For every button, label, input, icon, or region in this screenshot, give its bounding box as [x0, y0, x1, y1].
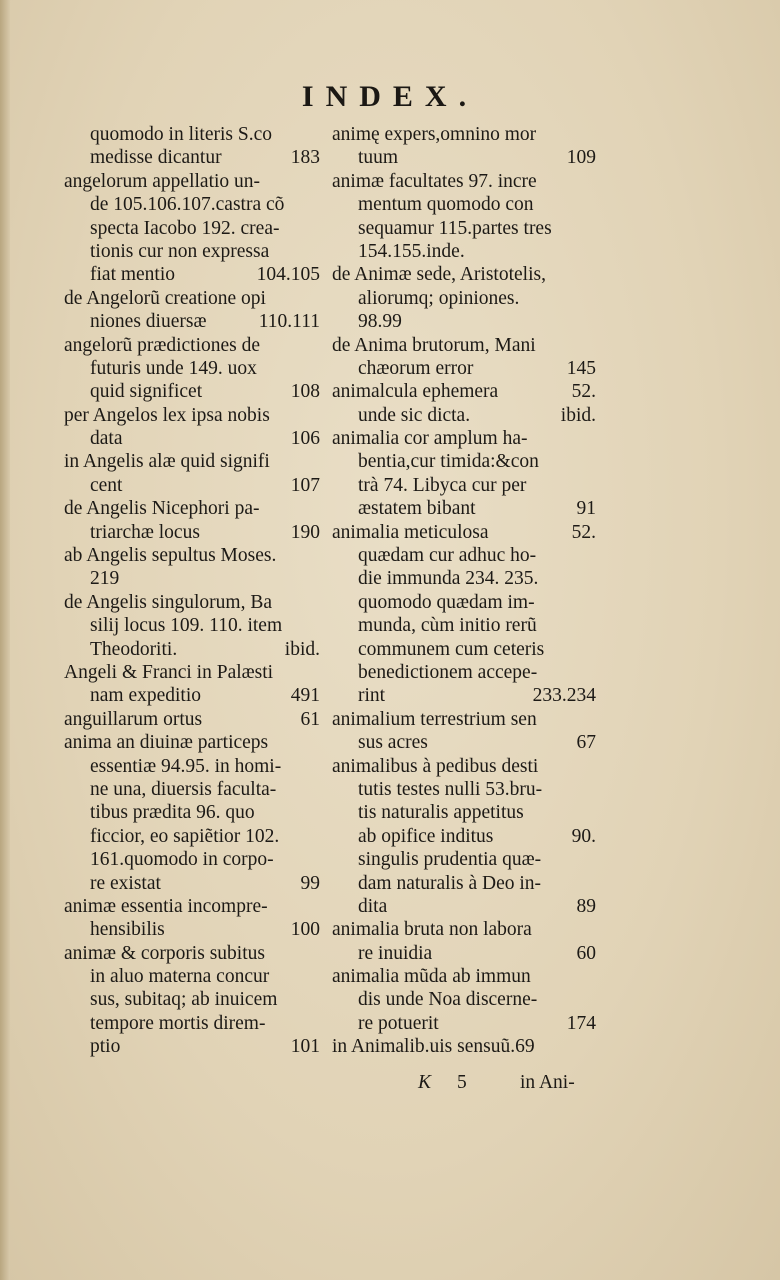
index-line [64, 801, 320, 824]
index-entry-text: sus acres [358, 732, 428, 754]
index-page-ref: 67 [576, 732, 596, 754]
index-entry-text: cent [90, 474, 123, 496]
index-entry-text: animalcula ephemera [332, 381, 499, 403]
index-entry-text: data [90, 428, 123, 450]
index-entry-text: de 105.106.107.castra cõ [90, 194, 285, 216]
index-entry-text: re potuerit [358, 1012, 439, 1034]
index-entry-text: silij locus 109. 110. item [90, 615, 283, 637]
index-line [64, 567, 320, 590]
index-entry-text: essentiæ 94.95. in homi- [90, 755, 282, 777]
index-page-ref: 101 [290, 1036, 320, 1058]
index-entry-text: tibus prædita 96. quo [90, 802, 255, 824]
index-entry-text: anguillarum ortus [64, 708, 203, 730]
index-entry-text: animalibus à pedibus desti [332, 755, 539, 777]
index-line [332, 497, 596, 520]
index-page-ref: 100 [290, 919, 320, 941]
index-entry-text: dam naturalis à Deo in- [358, 872, 542, 894]
index-page-ref: 190 [290, 521, 320, 543]
index-entry-text: re inuidia [358, 942, 433, 964]
index-entry-text: re existat [90, 872, 161, 894]
index-page-ref: 491 [290, 685, 320, 707]
index-line [332, 357, 596, 380]
index-line [332, 708, 596, 731]
index-line [332, 614, 596, 637]
index-entry-text: triarchæ locus [90, 521, 200, 543]
index-page-ref: 89 [576, 895, 596, 917]
index-entry-text: animalia bruta non labora [332, 919, 532, 941]
index-line [64, 684, 320, 707]
index-line [64, 895, 320, 918]
index-line [64, 263, 320, 286]
index-line [332, 217, 596, 240]
index-page-ref: 91 [576, 498, 596, 520]
index-entry-text: medisse dicantur [90, 147, 222, 169]
index-entry-text: nam expeditio [90, 685, 202, 707]
index-entry-text: quomodo in literis S.co [90, 124, 272, 145]
index-entry-text: niones diuersæ [90, 311, 207, 333]
index-entry-text: sequamur 115.partes tres [358, 217, 552, 239]
index-line [64, 146, 320, 169]
index-line [332, 427, 596, 450]
index-line [332, 872, 596, 895]
index-entry-text: quid significet [90, 381, 203, 403]
index-entry-text: benedictionem accepe- [358, 661, 538, 683]
index-entry-text: singulis prudentia quæ- [358, 849, 542, 871]
index-entry-text: aliorumq; opiniones. [358, 287, 520, 309]
index-page-ref: ibid. [284, 638, 320, 660]
index-line [64, 731, 320, 754]
index-entry-text: 161.quomodo in corpo- [90, 849, 274, 871]
index-entry-text: de Angelis singulorum, Ba [64, 591, 272, 613]
index-page-ref: 99 [300, 872, 320, 894]
index-line [64, 708, 320, 731]
index-page-ref: 61 [300, 708, 320, 730]
index-page-ref: 183 [290, 147, 320, 169]
signature-number: 5 [457, 1072, 467, 1093]
index-entry-text: chæorum error [358, 357, 474, 379]
index-entry-text: in Angelis alæ quid signifi [64, 451, 270, 473]
index-line [332, 825, 596, 848]
index-entry-text: mentum quomodo con [358, 194, 534, 216]
index-line [64, 521, 320, 544]
index-line [332, 801, 596, 824]
index-page-ref: 145 [566, 357, 596, 379]
index-line [332, 310, 596, 333]
index-entry-text: specta Iacobo 192. crea- [90, 217, 280, 239]
index-line [64, 170, 320, 193]
index-line [332, 895, 596, 918]
index-entry-text: bentia,cur timida:&con [358, 451, 539, 473]
index-entry-text: 98.99 [358, 311, 402, 333]
page-title: INDEX. [301, 80, 479, 113]
index-entry-text: de Anima brutorum, Mani [332, 334, 536, 356]
index-line [64, 942, 320, 965]
index-page-ref: 52. [571, 381, 596, 403]
index-line [64, 450, 320, 473]
index-line [64, 193, 320, 216]
index-entry-text: tempore mortis direm- [90, 1012, 266, 1034]
index-entry-text: communem cum ceteris [358, 638, 545, 660]
index-line [64, 240, 320, 263]
index-entry-text: futuris unde 149. uox [90, 357, 257, 379]
index-entry-text: tuum [358, 147, 399, 169]
index-line [332, 146, 596, 169]
signature-mark: K [418, 1072, 432, 1093]
index-page-ref: 109 [566, 147, 596, 169]
index-line [332, 591, 596, 614]
index-line [64, 497, 320, 520]
index-line [64, 755, 320, 778]
index-line [64, 404, 320, 427]
index-line [64, 872, 320, 895]
index-entry-text: angelorum appellatio un- [64, 170, 261, 192]
index-line [332, 638, 596, 661]
index-entry-text: per Angelos lex ipsa nobis [64, 404, 270, 426]
index-line [64, 334, 320, 357]
index-entry-text: fiat mentio [90, 264, 176, 286]
index-entry-text: dita [358, 895, 388, 917]
index-entry-text: de Angelorũ creatione opi [64, 287, 266, 309]
index-page-ref: 110.111 [258, 311, 320, 333]
index-entry-text: ficcior, eo sapiẽtior 102. [90, 825, 280, 847]
index-line [332, 1035, 596, 1058]
index-line [64, 591, 320, 614]
index-entry-text: animalia cor amplum ha- [332, 428, 528, 450]
index-entry-text: de Angelis Nicephori pa- [64, 498, 260, 520]
index-line [64, 217, 320, 240]
index-line [332, 287, 596, 310]
index-entry-text: animæ facultates 97. incre [332, 170, 537, 192]
index-column-right [332, 123, 596, 1059]
index-line [332, 988, 596, 1011]
catchword: in Ani- [520, 1072, 575, 1093]
index-line [64, 474, 320, 497]
index-entry-text: in aluo materna concur [90, 966, 270, 988]
index-entry-text: animę expers,omnino mor [332, 124, 537, 145]
index-line [64, 848, 320, 871]
index-entry-text: animalia meticulosa [332, 521, 489, 543]
index-line [64, 357, 320, 380]
page-footer [0, 1072, 780, 1102]
index-line [332, 848, 596, 871]
index-entry-text: æstatem bibant [358, 498, 476, 520]
index-line [64, 544, 320, 567]
index-page-ref: 233.234 [532, 685, 596, 707]
index-entry-text: 219 [90, 568, 120, 590]
index-page-ref: 174 [566, 1012, 596, 1034]
index-line [332, 170, 596, 193]
index-entry-text: 154.155.inde. [358, 240, 465, 262]
index-entry-text: tis naturalis appetitus [358, 802, 524, 824]
index-line [332, 404, 596, 427]
index-line [64, 287, 320, 310]
index-line [332, 567, 596, 590]
index-line [64, 614, 320, 637]
index-line [64, 988, 320, 1011]
index-line [64, 778, 320, 801]
index-line [64, 825, 320, 848]
index-line [64, 965, 320, 988]
index-page-ref: 52. [571, 521, 596, 543]
index-line [332, 123, 596, 146]
index-page-ref: 60 [576, 942, 596, 964]
index-line [64, 1035, 320, 1058]
index-line [332, 684, 596, 707]
index-page-ref: 108 [290, 381, 320, 403]
index-entry-text: rint [358, 685, 386, 707]
index-entry-text: tutis testes nulli 53.bru- [358, 778, 543, 800]
index-page-ref: 106 [290, 428, 320, 450]
index-entry-text: die immunda 234. 235. [358, 568, 539, 590]
index-line [64, 380, 320, 403]
index-line [332, 942, 596, 965]
index-entry-text: unde sic dicta. [358, 404, 471, 426]
index-line [332, 1012, 596, 1035]
index-page-ref: 90. [571, 825, 596, 847]
index-line [64, 638, 320, 661]
index-line [332, 380, 596, 403]
index-line [332, 755, 596, 778]
index-line [332, 731, 596, 754]
index-entry-text: hensibilis [90, 919, 165, 941]
index-line [332, 263, 596, 286]
index-entry-text: animalium terrestrium sen [332, 708, 537, 730]
index-line [64, 310, 320, 333]
index-line [64, 123, 320, 146]
index-column-left [64, 123, 320, 1059]
index-entry-text: ab opifice inditus [358, 825, 494, 847]
index-line [332, 240, 596, 263]
index-line [332, 965, 596, 988]
index-entry-text: quædam cur adhuc ho- [358, 545, 537, 567]
index-line [332, 521, 596, 544]
index-entry-text: quomodo quædam im- [358, 591, 535, 613]
index-entry-text: animæ & corporis subitus [64, 942, 265, 964]
index-entry-text: Theodoriti. [90, 638, 178, 660]
index-entry-text: animalia mũda ab immun [332, 966, 531, 988]
index-entry-text: anima an diuinæ particeps [64, 732, 269, 754]
index-line [332, 334, 596, 357]
index-line [332, 544, 596, 567]
index-line [332, 193, 596, 216]
index-entry-text: ne una, diuersis faculta- [90, 778, 277, 800]
index-line [332, 661, 596, 684]
index-entry-text: ptio [90, 1036, 121, 1058]
index-line [332, 778, 596, 801]
index-entry-text: Angeli & Franci in Palæsti [64, 661, 274, 683]
index-entry-text: sus, subitaq; ab inuicem [90, 989, 278, 1011]
index-entry-text: in Animalib.uis sensuũ.69 [332, 1036, 535, 1058]
index-line [64, 427, 320, 450]
index-line [332, 474, 596, 497]
index-line [332, 450, 596, 473]
index-entry-text: de Animæ sede, Aristotelis, [332, 264, 546, 286]
index-line [64, 1012, 320, 1035]
index-page-ref: 104.105 [256, 264, 320, 286]
index-line [64, 918, 320, 941]
index-line [64, 661, 320, 684]
index-entry-text: ab Angelis sepultus Moses. [64, 545, 277, 567]
index-entry-text: dis unde Noa discerne- [358, 989, 538, 1011]
index-entry-text: tionis cur non expressa [90, 240, 270, 262]
index-page-ref: ibid. [560, 404, 596, 426]
index-entry-text: trà 74. Libyca cur per [358, 474, 527, 496]
index-page-ref: 107 [290, 474, 320, 496]
index-entry-text: munda, cùm initio rerũ [358, 615, 537, 637]
index-entry-text: angelorũ prædictiones de [64, 334, 261, 356]
index-entry-text: animæ essentia incompre- [64, 895, 268, 917]
index-line [332, 918, 596, 941]
